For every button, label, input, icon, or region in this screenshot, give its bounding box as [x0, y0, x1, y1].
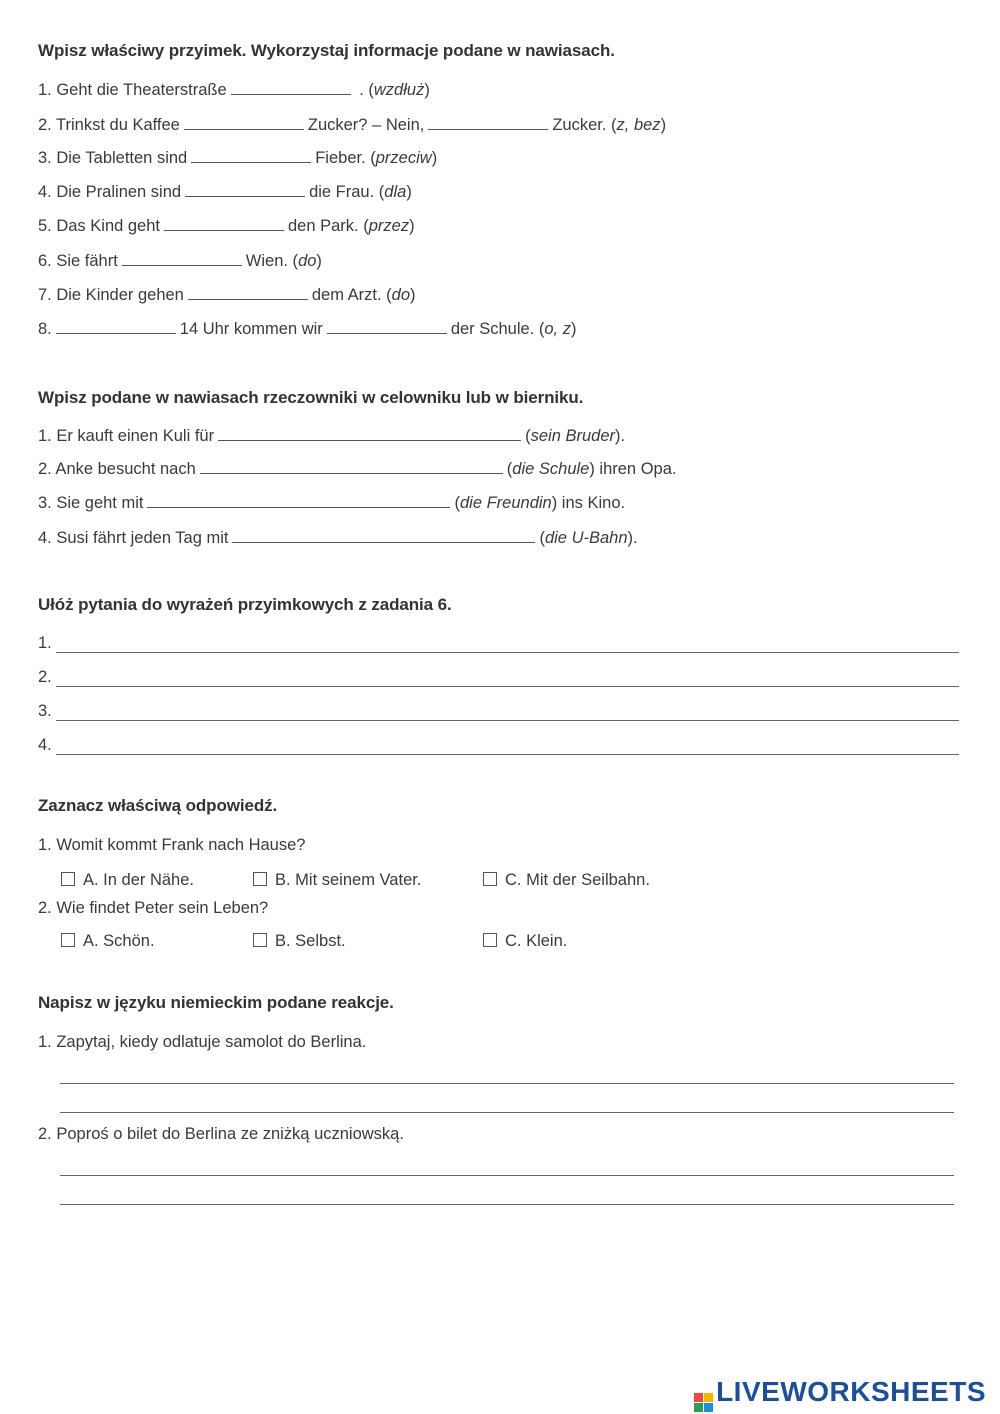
ex3-number: 1. [38, 634, 52, 652]
ex1-item-3: 3. Die Tabletten sind Fieber. (przeciw) [38, 149, 438, 167]
section-4-title: Zaznacz właściwą odpowiedź. [38, 796, 278, 815]
blank-input[interactable] [185, 195, 305, 197]
blank-input[interactable] [191, 161, 311, 163]
blank-input[interactable] [200, 472, 503, 474]
section-3-title: Ułóż pytania do wyrażeń przyimkowych z zadania 6. [38, 595, 452, 614]
answer-line[interactable] [60, 1175, 954, 1176]
ex4-q2-option-c[interactable]: C. Klein. [483, 932, 567, 951]
ex4-q1-option-c[interactable]: C. Mit der Seilbahn. [483, 871, 650, 890]
blank-input[interactable] [231, 93, 351, 95]
ex1-item-4: 4. Die Pralinen sind die Frau. (dla) [38, 183, 412, 201]
blank-input[interactable] [327, 332, 447, 334]
ex4-q1-option-b[interactable]: B. Mit seinem Vater. [253, 871, 421, 890]
checkbox[interactable] [253, 872, 267, 886]
section-5-title: Napisz w języku niemieckim podane reakcje. [38, 993, 394, 1012]
ex1-item-2: 2. Trinkst du Kaffee Zucker? – Nein, Zucker. (z, bez) [38, 116, 667, 134]
ex4-q2-option-b[interactable]: B. Selbst. [253, 932, 346, 951]
ex3-number: 2. [38, 668, 52, 686]
answer-line[interactable] [56, 686, 959, 687]
answer-line[interactable] [60, 1112, 954, 1113]
logo-text: LIVEWORKSHEETS [716, 1376, 986, 1407]
checkbox[interactable] [61, 933, 75, 947]
ex1-item-7: 7. Die Kinder gehen dem Arzt. (do) [38, 286, 416, 304]
answer-line[interactable] [56, 652, 959, 653]
ex1-item-6: 6. Sie fährt Wien. (do) [38, 252, 322, 270]
section-2-title: Wpisz podane w nawiasach rzeczowniki w celowniku lub w bierniku. [38, 388, 584, 407]
checkbox[interactable] [483, 872, 497, 886]
blank-input[interactable] [218, 439, 521, 441]
ex2-item-4: 4. Susi fährt jeden Tag mit (die U-Bahn). [38, 529, 638, 547]
answer-line[interactable] [56, 720, 959, 721]
blank-input[interactable] [147, 506, 450, 508]
ex3-number: 3. [38, 702, 52, 720]
logo-mark-icon [694, 1393, 713, 1412]
answer-line[interactable] [60, 1083, 954, 1084]
ex4-q2-option-a[interactable]: A. Schön. [61, 932, 155, 951]
answer-line[interactable] [56, 754, 959, 755]
ex4-question-2: 2. Wie findet Peter sein Leben? [38, 899, 269, 917]
blank-input[interactable] [184, 128, 304, 130]
ex4-question-1: 1. Womit kommt Frank nach Hause? [38, 836, 306, 854]
ex1-item-5: 5. Das Kind geht den Park. (przez) [38, 217, 415, 235]
blank-input[interactable] [428, 128, 548, 130]
checkbox[interactable] [253, 933, 267, 947]
answer-line[interactable] [60, 1204, 954, 1205]
checkbox[interactable] [61, 872, 75, 886]
blank-input[interactable] [232, 541, 535, 543]
ex5-question-2: 2. Poproś o bilet do Berlina ze zniżką uczniowską. [38, 1125, 404, 1143]
blank-input[interactable] [122, 264, 242, 266]
blank-input[interactable] [56, 332, 176, 334]
liveworksheets-logo [694, 1376, 986, 1412]
ex3-number: 4. [38, 736, 52, 754]
ex1-item-8: 8. 14 Uhr kommen wir der Schule. (o, z) [38, 320, 577, 338]
ex2-item-3: 3. Sie geht mit (die Freundin) ins Kino. [38, 494, 626, 512]
ex2-item-2: 2. Anke besucht nach (die Schule) ihren Opa. [38, 460, 677, 478]
ex5-question-1: 1. Zapytaj, kiedy odlatuje samolot do Berlina. [38, 1033, 367, 1051]
ex4-q1-option-a[interactable]: A. In der Nähe. [61, 871, 194, 890]
ex1-item-1: 1. Geht die Theaterstraße . (wzdłuż) [38, 81, 430, 99]
checkbox[interactable] [483, 933, 497, 947]
section-1-title: Wpisz właściwy przyimek. Wykorzystaj informacje podane w nawiasach. [38, 41, 615, 60]
ex2-item-1: 1. Er kauft einen Kuli für (sein Bruder). [38, 427, 626, 445]
blank-input[interactable] [188, 298, 308, 300]
blank-input[interactable] [164, 229, 284, 231]
